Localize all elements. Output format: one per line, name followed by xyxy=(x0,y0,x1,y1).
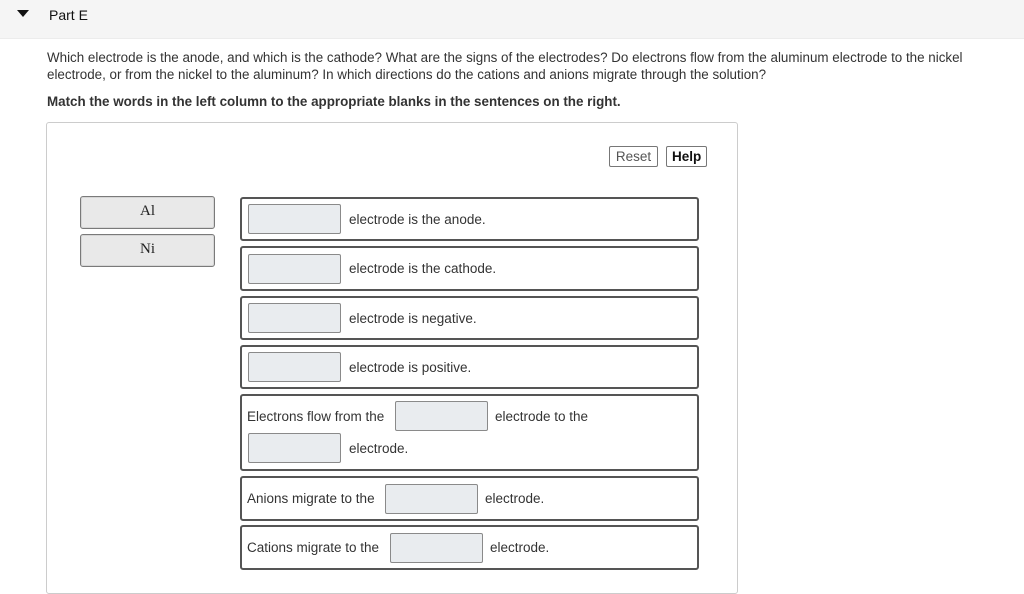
drop-blank[interactable] xyxy=(395,401,488,431)
drop-blank[interactable] xyxy=(248,254,341,284)
part-header[interactable] xyxy=(0,0,1024,39)
sentence-text: Electrons flow from the xyxy=(247,409,385,424)
drop-blank[interactable] xyxy=(248,303,341,333)
sentence-cations xyxy=(240,525,699,570)
drop-blank[interactable] xyxy=(385,484,478,514)
sentence-anions xyxy=(240,476,699,521)
sentence-text: electrode is negative. xyxy=(349,311,477,326)
sentence-text: electrode to the xyxy=(495,409,589,424)
question-text: Which electrode is the anode, and which is the cathode? What are the signs of the electrodes? Do electrons flow from the aluminum electrode to the nickel electrode, or from the nickel to the aluminum? In which directions do the cations and anions migrate through the solution? xyxy=(47,50,963,82)
help-button[interactable] xyxy=(666,146,707,167)
sentence-electron-flow xyxy=(240,394,699,471)
sentence-text: electrode. xyxy=(349,441,409,456)
drop-blank[interactable] xyxy=(248,433,341,463)
reset-label: Reset xyxy=(615,149,652,164)
drag-tile-ni[interactable]: Ni xyxy=(80,234,215,267)
sentence-text: electrode. xyxy=(490,540,550,555)
instruction-text: Match the words in the left column to the appropriate blanks in the sentences on the right. xyxy=(47,94,621,109)
drop-blank[interactable] xyxy=(390,533,483,563)
sentence-text: electrode. xyxy=(485,491,545,506)
reset-button[interactable] xyxy=(609,146,658,167)
sentence-text: Cations migrate to the xyxy=(247,540,380,555)
sentence-anode xyxy=(240,197,699,241)
drop-blank[interactable] xyxy=(248,352,341,382)
drop-blank[interactable] xyxy=(248,204,341,234)
sentence-text: Anions migrate to the xyxy=(247,491,375,506)
sentence-cathode xyxy=(240,246,699,291)
sentence-negative xyxy=(240,296,699,340)
sentence-positive xyxy=(240,345,699,389)
sentence-text: electrode is the cathode. xyxy=(349,261,497,276)
sentence-text: electrode is positive. xyxy=(349,360,472,375)
sentence-text: electrode is the anode. xyxy=(349,212,486,227)
help-label: Help xyxy=(672,149,702,164)
part-title: Part E xyxy=(49,7,88,23)
drag-tile-al[interactable]: Al xyxy=(80,196,215,229)
collapse-caret-icon[interactable] xyxy=(17,10,29,17)
